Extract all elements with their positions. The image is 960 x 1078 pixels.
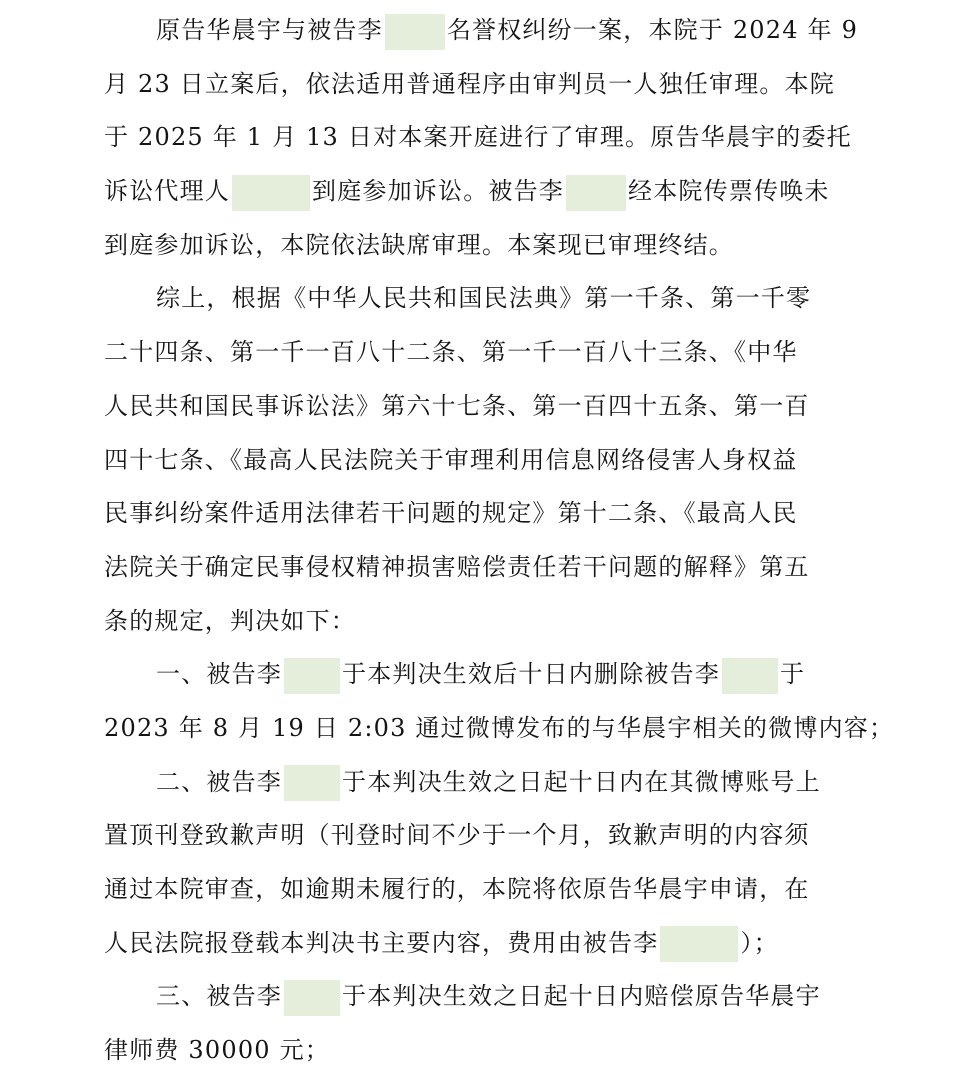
text-line: 条的规定，判决如下： xyxy=(104,606,356,635)
text-line: 民事纠纷案件适用法律若干问题的规定》第十二条、《最高人民 xyxy=(104,499,798,528)
text-line: 月 23 日立案后，依法适用普通程序由审判员一人独任审理。本院 xyxy=(104,69,835,98)
redaction-block xyxy=(232,175,310,211)
text-line: 综上，根据《中华人民共和国民法典》第一千条、第一千零 xyxy=(156,284,812,313)
text-line xyxy=(104,4,864,58)
redaction-block xyxy=(722,658,778,694)
text-line xyxy=(104,917,864,971)
legal-basis-paragraph xyxy=(104,272,864,648)
text-line: 法院关于确定民事侵权精神损害赔偿责任若干问题的解释》第五 xyxy=(104,552,810,581)
redaction-block xyxy=(566,175,626,211)
text-segment: 经本院传票传唤未 xyxy=(628,177,830,206)
text-line xyxy=(104,756,864,810)
text-segment: 二、被告李 xyxy=(156,767,282,796)
text-segment: 一、被告李 xyxy=(156,660,282,689)
judgment-item-2 xyxy=(104,756,864,971)
text-line xyxy=(104,165,864,219)
text-segment: 于本判决生效之日起十日内在其微博账号上 xyxy=(342,767,821,796)
text-segment: 原告华晨宇与被告李 xyxy=(156,16,383,44)
text-segment: 于本判决生效后十日内删除被告李 xyxy=(342,660,720,689)
text-segment: 三、被告李 xyxy=(156,982,282,1011)
text-line: 四十七条、《最高人民法院关于审理利用信息网络侵害人身权益 xyxy=(104,445,798,474)
text-line: 律师费 30000 元； xyxy=(104,1036,331,1065)
text-segment: 于 xyxy=(780,660,806,689)
text-segment: 名誉权纠纷一案，本院于 2024 年 9 xyxy=(446,16,859,44)
redaction-block xyxy=(284,765,340,801)
redaction-block xyxy=(284,980,340,1016)
redaction-block xyxy=(284,658,340,694)
text-line: 置顶刊登致歉声明（刊登时间不少于一个月，致歉声明的内容须 xyxy=(104,821,810,850)
text-line: 2023 年 8 月 19 日 2:03 通过微博发布的与华晨宇相关的微博内容； xyxy=(104,713,895,742)
text-line xyxy=(104,648,864,702)
text-line xyxy=(104,970,864,1024)
text-line: 二十四条、第一千一百八十二条、第一千一百八十三条、《中华 xyxy=(104,338,798,367)
redaction-block xyxy=(660,926,738,962)
text-line: 人民共和国民事诉讼法》第六十七条、第一百四十五条、第一百 xyxy=(104,391,810,420)
text-segment: 到庭参加诉讼。被告李 xyxy=(312,177,564,206)
text-segment: ）； xyxy=(740,928,779,957)
redaction-block xyxy=(385,14,445,50)
text-segment: 人民法院报登载本判决书主要内容，费用由被告李 xyxy=(104,928,659,957)
text-segment: 诉讼代理人 xyxy=(104,177,230,206)
text-line: 通过本院审查，如逾期未履行的，本院将依原告华晨宇申请，在 xyxy=(104,875,810,903)
judgment-item-1 xyxy=(104,648,895,755)
text-line: 于 2025 年 1 月 13 日对本案开庭进行了审理。原告华晨宇的委托 xyxy=(104,123,852,152)
case-background-paragraph xyxy=(104,4,864,272)
text-line: 到庭参加诉讼，本院依法缺席审理。本案现已审理终结。 xyxy=(104,230,734,259)
judgment-item-3 xyxy=(104,970,864,1077)
text-segment: 于本判决生效之日起十日内赔偿原告华晨宇 xyxy=(342,982,821,1011)
